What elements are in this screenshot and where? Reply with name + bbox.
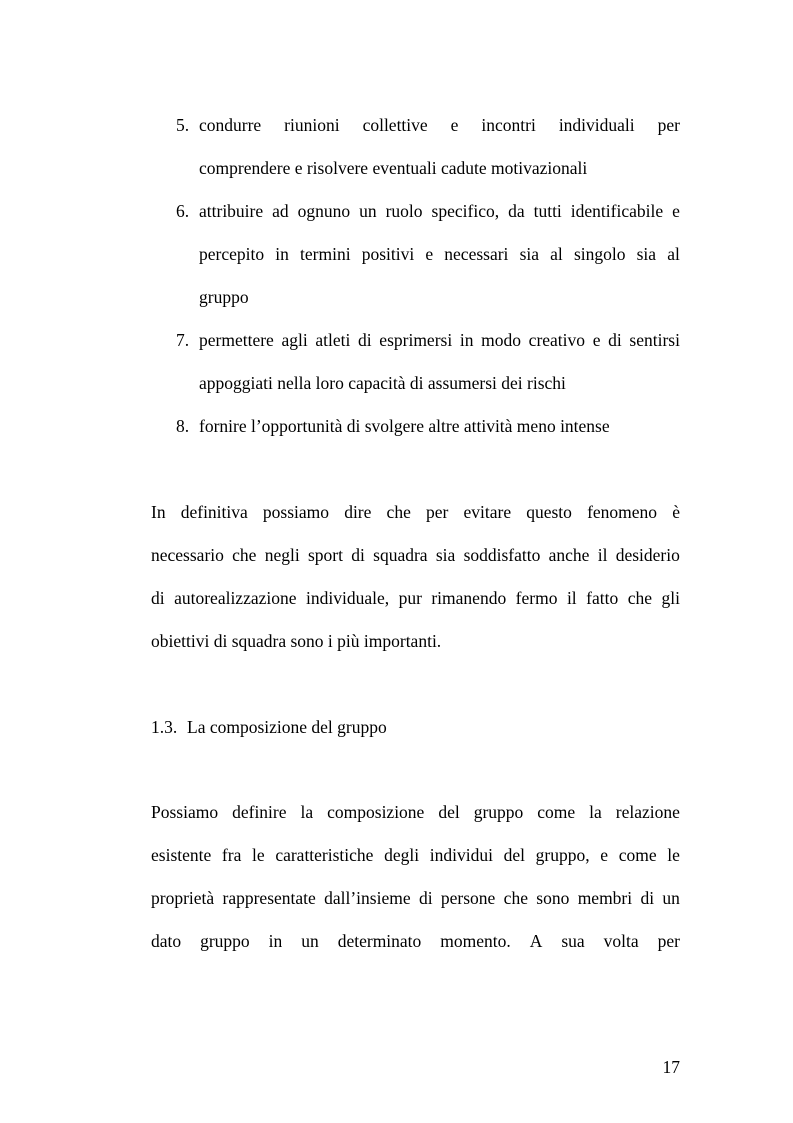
word: definire xyxy=(232,802,287,822)
word: al xyxy=(550,244,563,264)
word: persone xyxy=(440,888,496,908)
word: che xyxy=(503,888,528,908)
word: identificabile xyxy=(570,201,664,221)
word: e xyxy=(672,201,680,221)
word: per xyxy=(657,115,680,135)
word: pur xyxy=(398,588,422,608)
word: attribuire xyxy=(199,201,264,221)
word: fra xyxy=(221,845,242,865)
list-item-text-line: comprendere e risolvere eventuali cadute motivazionali xyxy=(199,158,588,178)
word: dall’insieme xyxy=(324,888,411,908)
word: ruolo xyxy=(385,201,423,221)
word: definitiva xyxy=(180,502,248,522)
section-title: La composizione del gruppo xyxy=(187,717,387,737)
word: ognuno xyxy=(297,201,351,221)
word: la xyxy=(300,802,314,822)
word: del xyxy=(438,802,460,822)
list-item-text-line: fornire l’opportunità di svolgere altre attività meno intense xyxy=(199,416,610,436)
word: è xyxy=(672,502,680,522)
word: termini xyxy=(300,244,351,264)
list-item-number: 6. xyxy=(176,201,190,221)
word: autorealizzazione xyxy=(174,588,297,608)
word: singolo xyxy=(573,244,626,264)
word: sentirsi xyxy=(629,330,680,350)
word: di xyxy=(608,330,622,350)
word: e xyxy=(592,330,601,350)
word: di xyxy=(640,888,655,908)
list-item-text-line xyxy=(199,330,680,350)
word: atleti xyxy=(315,330,351,350)
word: tutti xyxy=(533,201,562,221)
word: agli xyxy=(281,330,308,350)
word: relazione xyxy=(615,802,680,822)
word: necessario xyxy=(151,545,224,565)
word: del xyxy=(503,845,526,865)
word: percepito xyxy=(199,244,265,264)
list-item-text-line: appoggiati nella loro capacità di assumersi dei rischi xyxy=(199,373,566,393)
paragraph-line xyxy=(151,845,680,865)
word: e xyxy=(450,115,459,135)
word: esprimersi xyxy=(379,330,453,350)
list-item-text-line: gruppo xyxy=(199,287,249,307)
word: e xyxy=(425,244,434,264)
word: di xyxy=(358,330,372,350)
list-item-text-line xyxy=(199,244,680,264)
word: caratteristiche xyxy=(275,845,374,865)
word: permettere xyxy=(199,330,274,350)
word: incontri xyxy=(481,115,536,135)
word: In xyxy=(151,502,166,522)
word: A xyxy=(529,931,543,951)
word: in xyxy=(459,330,474,350)
word: al xyxy=(667,244,680,264)
word: sport xyxy=(307,545,343,565)
word: riunioni xyxy=(284,115,340,135)
word: le xyxy=(667,845,680,865)
word: soddisfatto xyxy=(463,545,541,565)
word: le xyxy=(252,845,265,865)
word: di xyxy=(418,888,433,908)
word: che xyxy=(232,545,257,565)
paragraph-line xyxy=(151,802,680,822)
word: modo xyxy=(481,330,522,350)
word: un xyxy=(662,888,680,908)
word: sua xyxy=(561,931,585,951)
word: sia xyxy=(636,244,657,264)
word: un xyxy=(301,931,319,951)
word: il xyxy=(566,588,577,608)
word: gli xyxy=(661,588,680,608)
word: fatto xyxy=(586,588,619,608)
word: come xyxy=(618,845,657,865)
paragraph-line xyxy=(151,588,680,608)
word: il xyxy=(597,545,608,565)
word: per xyxy=(657,931,680,951)
word: in xyxy=(268,931,283,951)
list-item-text-line xyxy=(199,201,680,221)
word: dato xyxy=(151,931,182,951)
word: sia xyxy=(435,545,456,565)
word: che xyxy=(627,588,652,608)
word: condurre xyxy=(199,115,262,135)
word: negli xyxy=(264,545,300,565)
word: momento. xyxy=(440,931,511,951)
word: fermo xyxy=(515,588,558,608)
list-item-number: 8. xyxy=(176,416,190,436)
word: che xyxy=(386,502,411,522)
paragraph-line xyxy=(151,545,680,565)
paragraph-line xyxy=(151,888,680,908)
word: come xyxy=(537,802,576,822)
word: squadra xyxy=(373,545,428,565)
word: in xyxy=(275,244,289,264)
word: di xyxy=(151,588,165,608)
list-item-number: 7. xyxy=(176,330,190,350)
word: creativo xyxy=(528,330,586,350)
word: individuali xyxy=(558,115,635,135)
word: volta xyxy=(603,931,639,951)
page-number: 17 xyxy=(662,1057,680,1077)
word: evitare xyxy=(463,502,512,522)
word: anche xyxy=(548,545,590,565)
paragraph-line xyxy=(151,931,680,951)
word: individuale, xyxy=(305,588,390,608)
word: dire xyxy=(344,502,372,522)
word: composizione xyxy=(327,802,425,822)
word: positivi xyxy=(361,244,415,264)
word: esistente xyxy=(151,845,212,865)
word: necessari xyxy=(444,244,509,264)
word: questo xyxy=(526,502,572,522)
word: Possiamo xyxy=(151,802,219,822)
word: individui xyxy=(429,845,493,865)
word: la xyxy=(589,802,602,822)
word: fenomeno xyxy=(587,502,658,522)
word: collettive xyxy=(362,115,428,135)
section-number: 1.3. xyxy=(151,717,178,737)
word: degli xyxy=(384,845,420,865)
word: di xyxy=(351,545,365,565)
word: per xyxy=(425,502,449,522)
word: desiderio xyxy=(615,545,680,565)
word: membri xyxy=(577,888,633,908)
word: rimanendo xyxy=(431,588,507,608)
list-item-number: 5. xyxy=(176,115,190,135)
word: un xyxy=(359,201,377,221)
list-item-text-line xyxy=(199,115,680,135)
word: proprietà xyxy=(151,888,215,908)
word: sia xyxy=(519,244,540,264)
word: ad xyxy=(272,201,289,221)
word: specifico, xyxy=(431,201,500,221)
section-heading xyxy=(151,717,387,737)
word: gruppo xyxy=(473,802,524,822)
word: da xyxy=(508,201,525,221)
word: possiamo xyxy=(262,502,330,522)
word: determinato xyxy=(337,931,422,951)
paragraph-line: obiettivi di squadra sono i più importanti. xyxy=(151,631,442,651)
word: gruppo xyxy=(200,931,250,951)
word: sono xyxy=(536,888,570,908)
word: gruppo, xyxy=(535,845,590,865)
paragraph-line xyxy=(151,502,680,522)
word: e xyxy=(600,845,609,865)
word: rappresentate xyxy=(222,888,316,908)
